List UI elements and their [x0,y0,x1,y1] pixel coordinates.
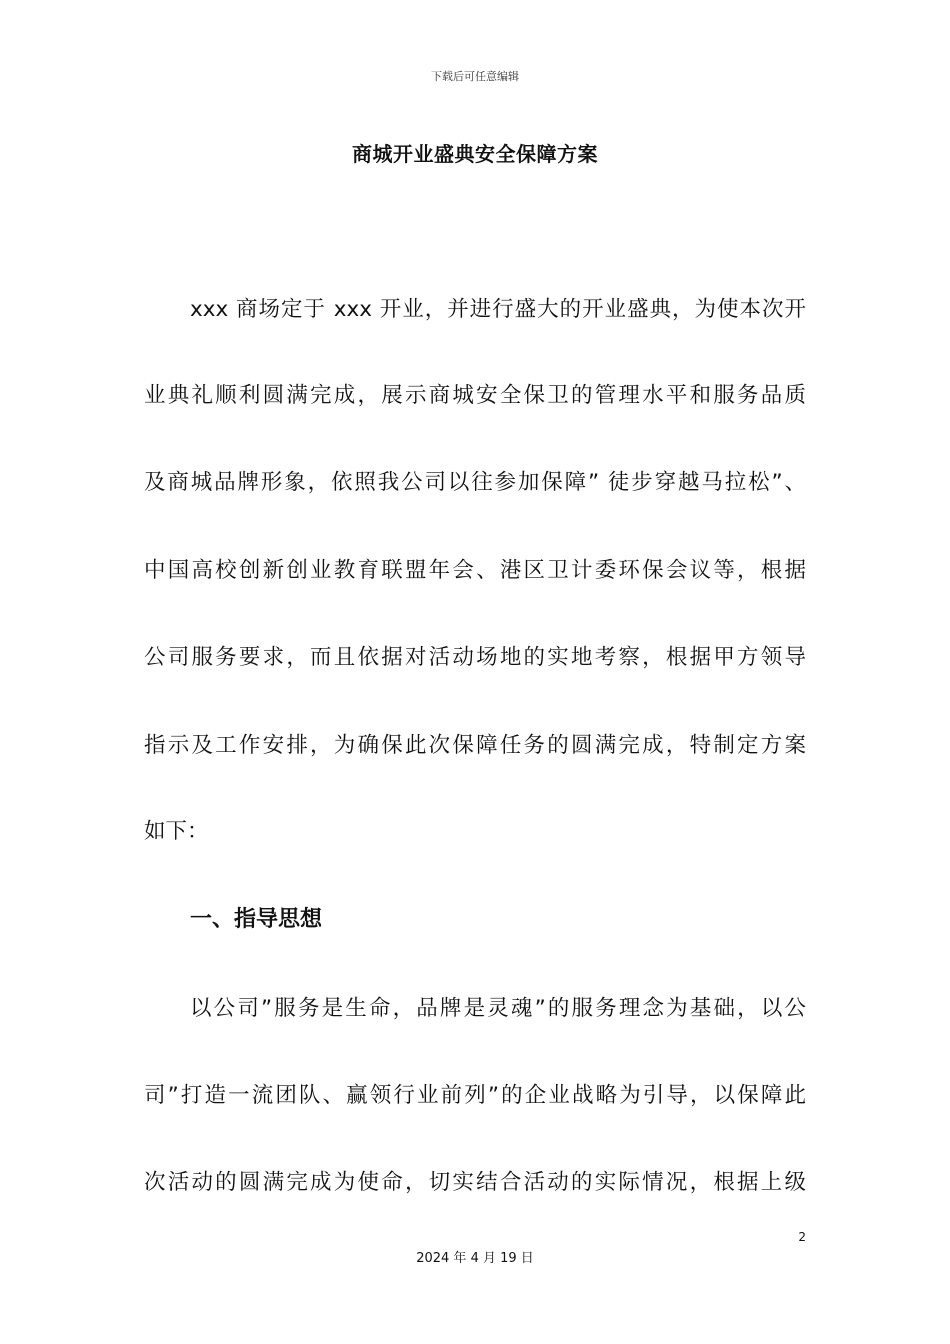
paragraph-line: 中国高校创新创业教育联盟年会、港区卫计委环保会议等，根据 [144,558,806,583]
paragraph-line: 业典礼顺利圆满完成，展示商城安全保卫的管理水平和服务品质 [144,383,806,408]
header-note: 下载后可任意编辑 [431,70,519,83]
paragraph-line: 如下： [144,819,209,844]
paragraph-line: 次活动的圆满完成为使命，切实结合活动的实际情况，根据上级 [144,1170,806,1195]
paragraph-line: 公司服务要求，而且依据对活动场地的实地考察，根据甲方领导 [144,645,806,670]
paragraph-line: xxx 商场定于 xxx 开业，并进行盛大的开业盛典，为使本次开 [190,297,806,322]
section-heading: 一、指导思想 [190,907,323,932]
document-title: 商城开业盛典安全保障方案 [352,142,598,166]
paragraph-line: 指示及工作安排，为确保此次保障任务的圆满完成，特制定方案 [144,733,806,758]
paragraph-line: 及商城品牌形象，依照我公司以往参加保障” 徒步穿越马拉松”、 [144,470,806,495]
footer-date: 2024 年 4 月 19 日 [416,1251,534,1266]
paragraph-line: 司”打造一流团队、赢领行业前列”的企业战略为引导，以保障此 [144,1083,806,1108]
page-number: 2 [798,1230,806,1244]
paragraph-line: 以公司”服务是生命，品牌是灵魂”的服务理念为基础，以公 [190,996,806,1021]
